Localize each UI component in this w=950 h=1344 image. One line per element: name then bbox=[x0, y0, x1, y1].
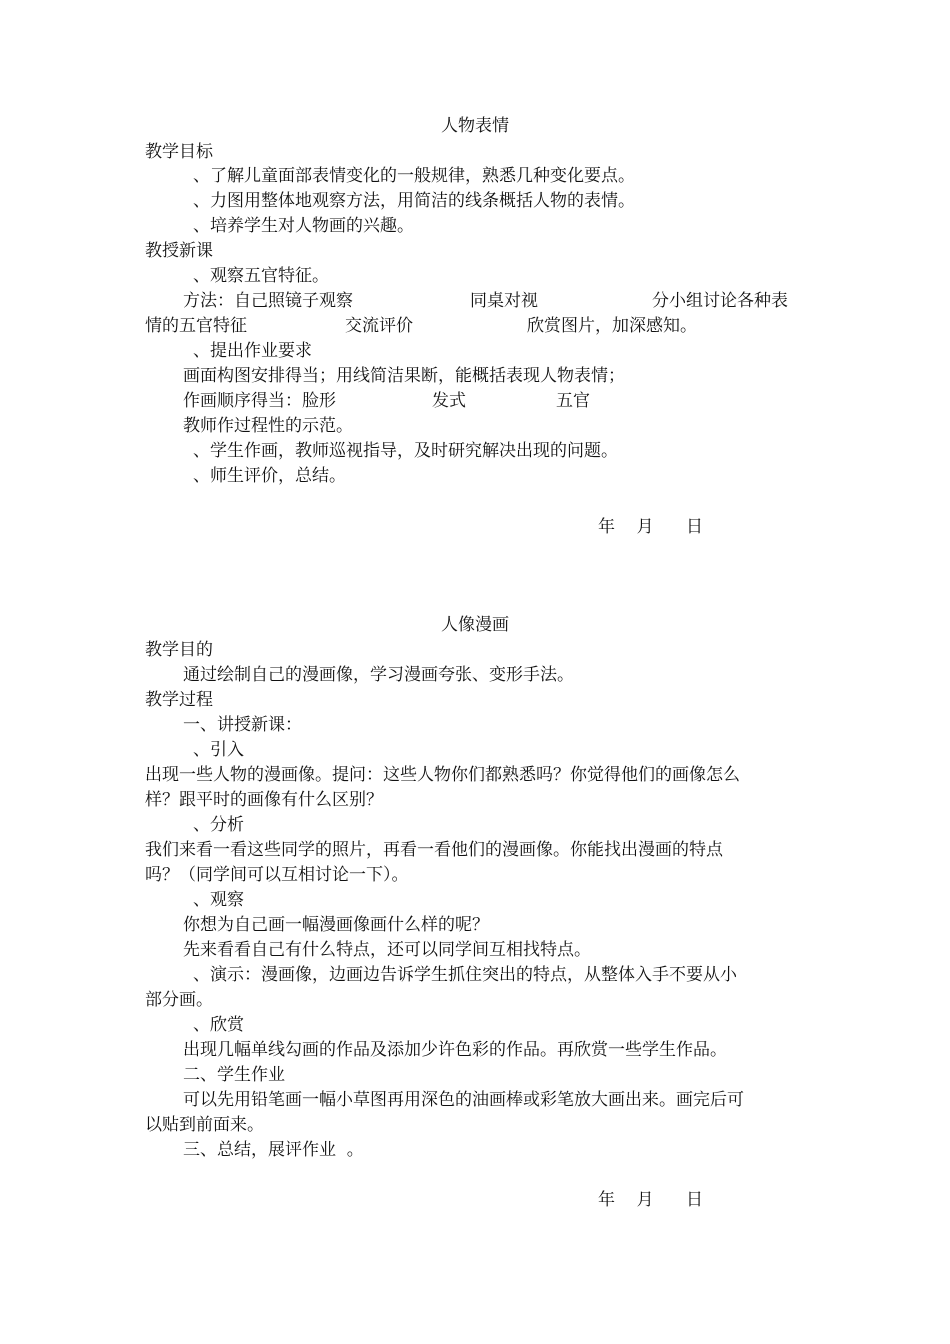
section2-intro: 、引入 bbox=[193, 740, 244, 760]
method-line2-part-2: 交流评价 bbox=[345, 316, 413, 336]
section1-goal-1: 、了解儿童面部表情变化的一般规律，熟悉几种变化要点。 bbox=[193, 166, 635, 186]
section2-part-3: 三、总结，展评作业 。 bbox=[183, 1140, 364, 1160]
section1-step-2: 、提出作业要求 bbox=[193, 341, 312, 361]
method-line2-part-3: 欣赏图片，加深感知。 bbox=[527, 316, 697, 336]
section1-title: 人物表情 bbox=[441, 116, 509, 136]
section1-step-4: 、师生评价，总结。 bbox=[193, 466, 346, 486]
order-part-3: 五官 bbox=[556, 391, 590, 411]
method-part-1: 方法：自己照镜子观察 bbox=[183, 291, 353, 311]
section2-process-heading: 教学过程 bbox=[145, 690, 213, 710]
section2-analysis-text-1: 我们来看一看这些同学的照片，再看一看他们的漫画像。你能找出漫画的特点 bbox=[145, 840, 723, 860]
section2-analysis: 、分析 bbox=[193, 815, 244, 835]
section2-intro-text-2: 样？跟平时的画像有什么区别？ bbox=[145, 790, 383, 810]
section2-intro-text-1: 出现一些人物的漫画像。提问：这些人物你们都熟悉吗？你觉得他们的画像怎么 bbox=[145, 765, 740, 785]
section2-demo-1: 、演示：漫画像，边画边告诉学生抓住突出的特点，从整体入手不要从小 bbox=[193, 965, 737, 985]
section2-goal: 通过绘制自己的漫画像，学习漫画夸张、变形手法。 bbox=[183, 665, 574, 685]
section2-homework-1: 可以先用铅笔画一幅小草图再用深色的油画棒或彩笔放大画出来。画完后可 bbox=[183, 1090, 744, 1110]
method-part-2: 同桌对视 bbox=[470, 291, 538, 311]
section2-homework-2: 以贴到前面来。 bbox=[145, 1115, 264, 1135]
section2-demo-2: 部分画。 bbox=[145, 990, 213, 1010]
method-part-3: 分小组讨论各种表 bbox=[652, 291, 788, 311]
section2-appreciate-text: 出现几幅单线勾画的作品及添加少许色彩的作品。再欣赏一些学生作品。 bbox=[183, 1040, 727, 1060]
section2-part-2: 二、学生作业 bbox=[183, 1065, 285, 1085]
section2-part-1: 一、讲授新课： bbox=[183, 715, 302, 735]
section2-observe-text-1: 你想为自己画一幅漫画像画什么样的呢？ bbox=[183, 915, 489, 935]
section1-step-1: 、观察五官特征。 bbox=[193, 266, 329, 286]
section1-goal-heading: 教学目标 bbox=[145, 142, 213, 162]
section1-date: 年 月 日 bbox=[598, 517, 704, 537]
section2-date: 年 月 日 bbox=[598, 1190, 704, 1210]
order-part-2: 发式 bbox=[432, 391, 466, 411]
section2-goal-heading: 教学目的 bbox=[145, 640, 213, 660]
section1-requirement-1: 画面构图安排得当；用线简洁果断，能概括表现人物表情； bbox=[183, 366, 625, 386]
section2-observe-text-2: 先来看看自己有什么特点，还可以同学间互相找特点。 bbox=[183, 940, 591, 960]
order-part-1: 作画顺序得当：脸形 bbox=[183, 391, 336, 411]
section2-appreciate: 、欣赏 bbox=[193, 1015, 244, 1035]
section1-new-lesson-heading: 教授新课 bbox=[145, 241, 213, 261]
section1-goal-3: 、培养学生对人物画的兴趣。 bbox=[193, 216, 414, 236]
section1-step-3: 、学生作画，教师巡视指导，及时研究解决出现的问题。 bbox=[193, 441, 618, 461]
section1-goal-2: 、力图用整体地观察方法，用简洁的线条概括人物的表情。 bbox=[193, 191, 635, 211]
section2-analysis-text-2: 吗？（同学间可以互相讨论一下）。 bbox=[145, 865, 409, 885]
section2-title: 人像漫画 bbox=[441, 615, 509, 635]
section2-observe: 、观察 bbox=[193, 890, 244, 910]
method-line2-part-1: 情的五官特征 bbox=[145, 316, 247, 336]
section1-demo: 教师作过程性的示范。 bbox=[183, 416, 353, 436]
